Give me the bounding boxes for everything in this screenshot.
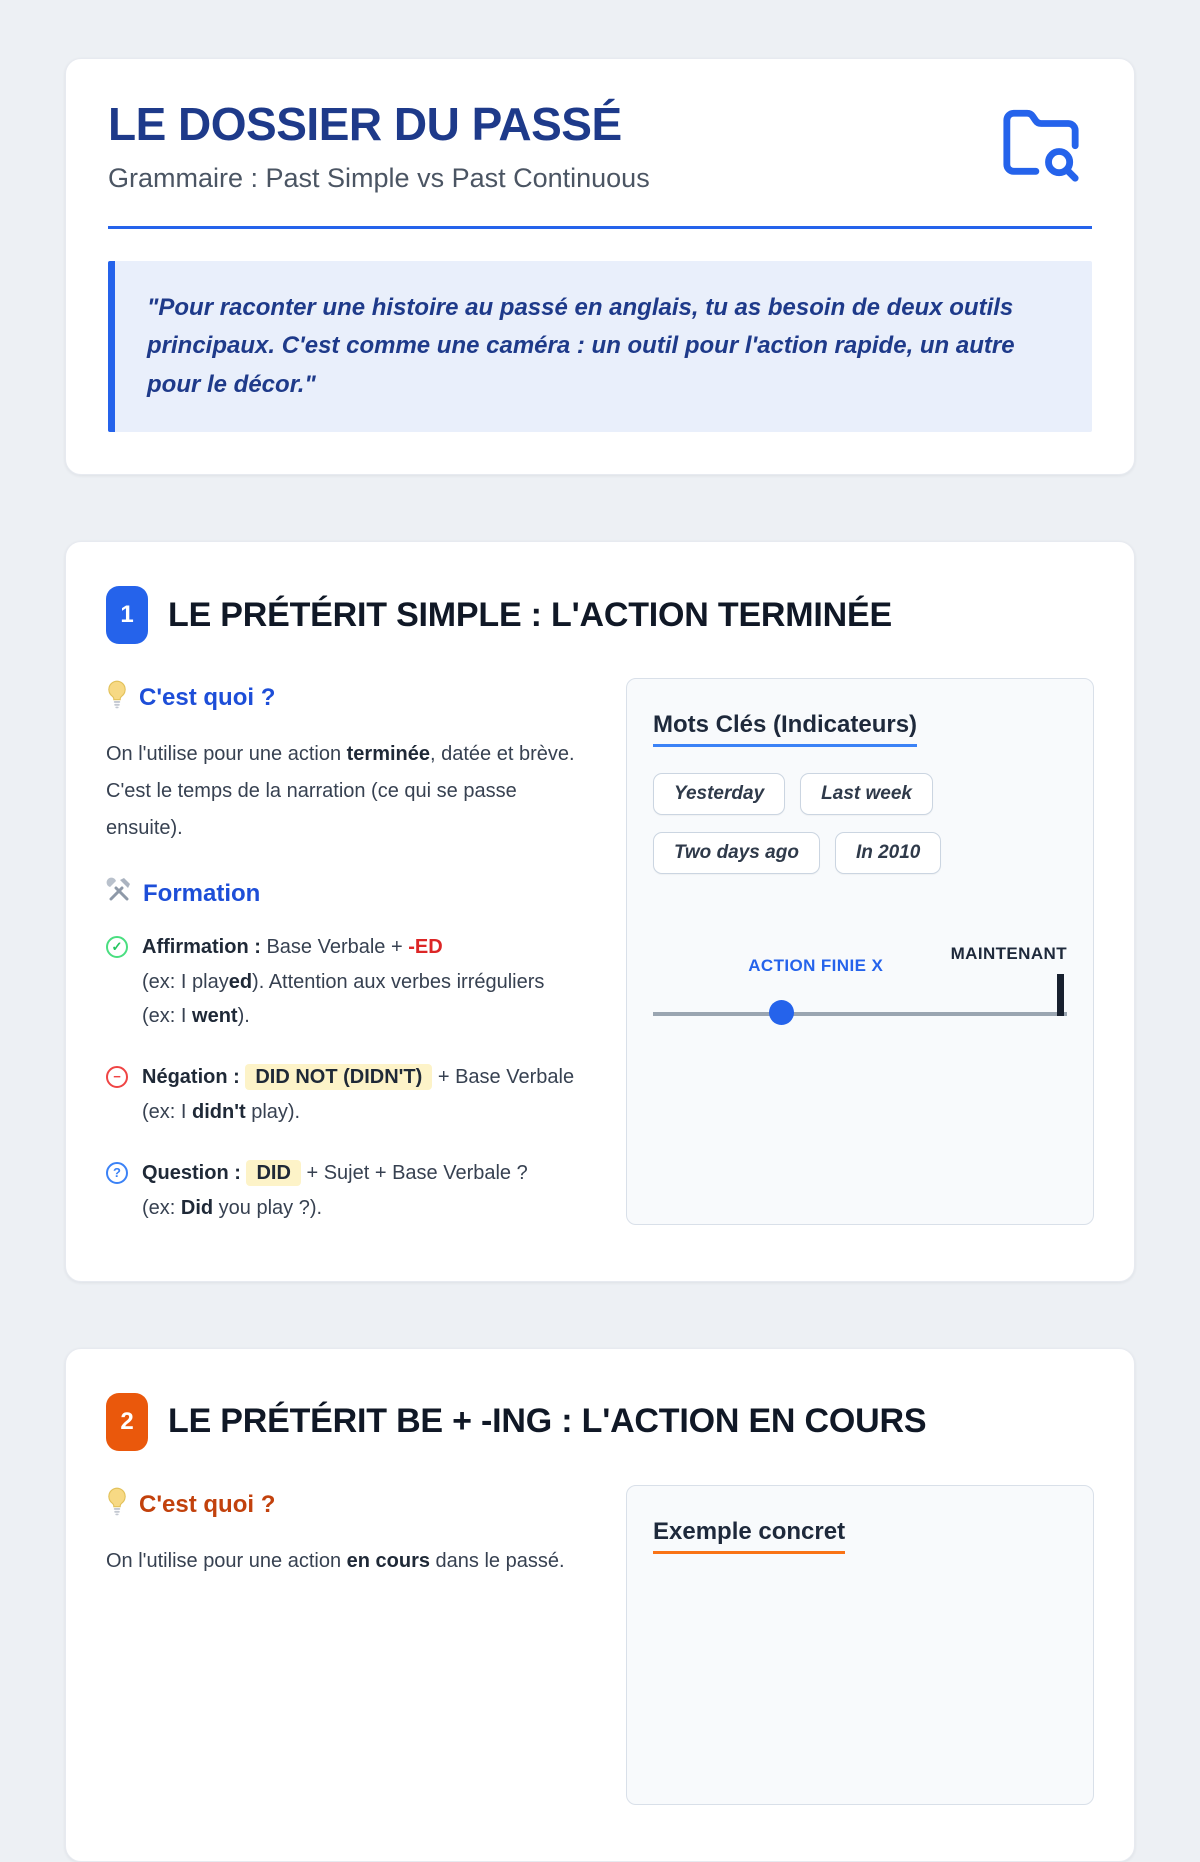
section-2-number-badge: 2 (106, 1393, 148, 1451)
header-text-block (108, 97, 650, 194)
timeline-event-dot (769, 1000, 794, 1025)
what-heading: C'est quoi ? (106, 680, 578, 716)
keyword-tag: In 2010 (835, 832, 941, 874)
keywords-box (626, 678, 1094, 1225)
section-2-left-column (106, 1485, 578, 1805)
question-circle-icon: ? (106, 1162, 128, 1184)
keywords-title: Mots Clés (Indicateurs) (653, 711, 917, 747)
timeline-now-marker (1057, 974, 1064, 1016)
section-1-number-badge: 1 (106, 586, 148, 644)
timeline-now-label: MAINTENANT (950, 944, 1067, 964)
timeline-axis (653, 1012, 1067, 1016)
header-divider (108, 226, 1092, 229)
intro-quote: "Pour raconter une histoire au passé en anglais, tu as besoin de deux outils principaux. C'est comme une caméra : un outil pour l'action rapide, un autre pour le décor." (108, 261, 1092, 432)
section-1-card (65, 541, 1135, 1282)
header-card (65, 58, 1135, 475)
minus-circle-icon: − (106, 1066, 128, 1088)
tools-icon (106, 877, 132, 910)
check-circle-icon: ✓ (106, 936, 128, 958)
what-description-2: On l'utilise pour une action en cours dans le passé. (106, 1549, 565, 1572)
keyword-tags (653, 773, 1067, 874)
formation-heading: Formation (106, 877, 578, 910)
section-1-title: LE PRÉTÉRIT SIMPLE : L'ACTION TERMINÉE (168, 595, 892, 634)
keyword-tag: Yesterday (653, 773, 785, 815)
page-title: LE DOSSIER DU PASSÉ (108, 98, 622, 150)
timeline-past-label: ACTION FINIE X (748, 956, 884, 976)
timeline-diagram (653, 928, 1067, 1026)
formation-item-question: ? Question : DID + Sujet + Base Verbale ? (ex: Did you play ?). (106, 1156, 578, 1225)
what-heading-2: C'est quoi ? (106, 1487, 578, 1523)
highlighted-did: DID (246, 1160, 300, 1186)
lightbulb-icon (106, 680, 128, 716)
section-2-title: LE PRÉTÉRIT BE + -ING : L'ACTION EN COURS (168, 1402, 927, 1441)
section-2-card (65, 1348, 1135, 1862)
highlighted-did-not: DID NOT (DIDN'T) (245, 1064, 432, 1090)
keyword-tag: Two days ago (653, 832, 820, 874)
example-title: Exemple concret (653, 1518, 845, 1554)
page-subtitle: Grammaire : Past Simple vs Past Continuous (108, 163, 650, 193)
folder-search-icon (1000, 103, 1082, 190)
formation-item-negation: − Négation : DID NOT (DIDN'T) + Base Verbale (ex: I didn't play). (106, 1060, 578, 1129)
lightbulb-icon (106, 1487, 128, 1523)
keyword-tag: Last week (800, 773, 933, 815)
formation-item-affirmation: ✓ Affirmation : Base Verbale + -ED (ex: I played). Attention aux verbes irréguliers (ex: I went). (106, 930, 578, 1033)
section-1-left-column (106, 678, 578, 1225)
page (65, 0, 1135, 1862)
example-box (626, 1485, 1094, 1805)
what-description: On l'utilise pour une action terminée, datée et brève. C'est le temps de la narration (ce qui se passe ensuite). (106, 743, 575, 840)
formation-list (106, 930, 578, 1225)
